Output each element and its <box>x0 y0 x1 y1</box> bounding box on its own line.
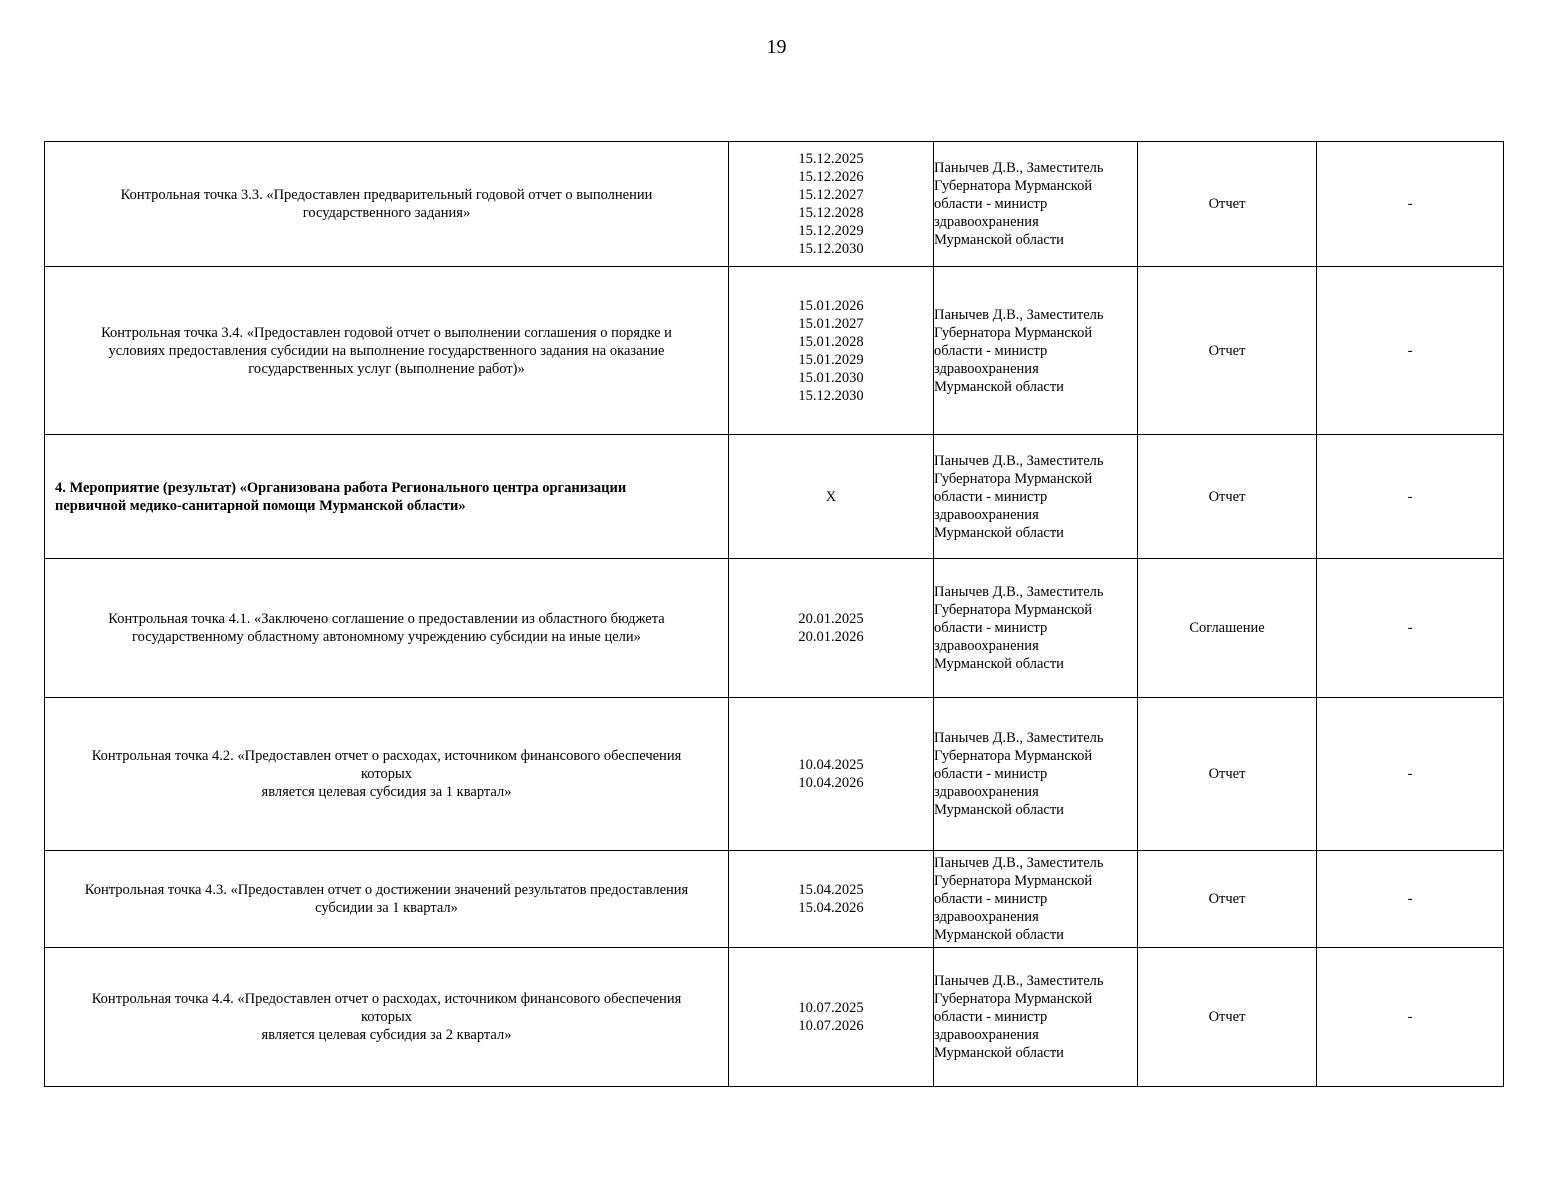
responsible-line: области - министр <box>934 891 1048 907</box>
deadline-date: 15.12.2030 <box>798 241 864 257</box>
name-line: субсидии за 1 квартал» <box>315 900 458 916</box>
responsible-line: Губернатора Мурманской <box>934 873 1093 889</box>
name-line: первичной медико-санитарной помощи Мурманской области» <box>55 497 466 514</box>
deadline-dates-cell <box>729 948 934 1087</box>
deadline-date: 15.04.2025 <box>798 882 864 898</box>
responsible-line: Губернатора Мурманской <box>934 602 1093 618</box>
responsible-line: Губернатора Мурманской <box>934 748 1093 764</box>
responsible-line: Губернатора Мурманской <box>934 470 1093 487</box>
deadline-date: 20.01.2026 <box>798 629 864 645</box>
responsible-line: здравоохранения <box>934 506 1039 523</box>
name-line: Контрольная точка 4.4. «Предоставлен отчет о расходах, источником финансового обеспечения <box>91 991 682 1007</box>
responsible-line: здравоохранения <box>934 909 1039 925</box>
note-cell: - <box>1317 267 1504 435</box>
responsible-line: Мурманской области <box>934 927 1064 943</box>
name-line: 4. Мероприятие (результат) «Организована работа Регионального центра организации <box>55 479 627 496</box>
note-cell: - <box>1317 435 1504 559</box>
responsible-line: Губернатора Мурманской <box>934 324 1093 341</box>
responsible-line: области - министр <box>934 488 1048 505</box>
table-row <box>45 559 1504 698</box>
responsible-line: здравоохранения <box>934 360 1039 377</box>
name-line: Контрольная точка 3.3. «Предоставлен предварительный годовой отчет о выполнении <box>120 187 653 203</box>
name-line: государственных услуг (выполнение работ)» <box>248 360 525 377</box>
table-row <box>45 948 1504 1087</box>
responsible-person-cell <box>934 267 1138 435</box>
responsible-person-cell <box>934 435 1138 559</box>
confirming-document-cell: Отчет <box>1138 851 1317 948</box>
table-row <box>45 435 1504 559</box>
responsible-line: Губернатора Мурманской <box>934 178 1093 194</box>
deadline-date: 15.12.2026 <box>798 169 864 185</box>
deadline-date: 15.12.2028 <box>798 205 864 221</box>
note-cell: - <box>1317 851 1504 948</box>
name-line: является целевая субсидия за 2 квартал» <box>261 1027 512 1043</box>
responsible-line: Мурманской области <box>934 378 1064 395</box>
confirming-document-cell: Отчет <box>1138 435 1317 559</box>
event-name-cell <box>45 435 729 559</box>
responsible-person-cell <box>934 948 1138 1087</box>
deadline-date: 10.07.2026 <box>798 1018 864 1034</box>
name-line: государственному областному автономному учреждению субсидии на иные цели» <box>132 629 641 645</box>
note-cell: - <box>1317 559 1504 698</box>
responsible-line: Мурманской области <box>934 232 1064 248</box>
deadline-date: 15.12.2025 <box>798 151 864 167</box>
control-points-table <box>44 141 1504 1087</box>
responsible-line: здравоохранения <box>934 1027 1039 1043</box>
deadline-date: 15.01.2029 <box>798 351 864 368</box>
note-cell: - <box>1317 948 1504 1087</box>
name-line: которых <box>360 766 412 782</box>
control-point-name-cell <box>45 267 729 435</box>
note-cell: - <box>1317 698 1504 851</box>
table-row <box>45 851 1504 948</box>
control-point-name-cell <box>45 142 729 267</box>
responsible-person-cell <box>934 851 1138 948</box>
table-row <box>45 698 1504 851</box>
deadline-dates-cell <box>729 435 934 559</box>
responsible-line: здравоохранения <box>934 638 1039 654</box>
deadline-dates-cell <box>729 559 934 698</box>
deadline-date: 10.04.2025 <box>798 757 864 773</box>
responsible-line: Губернатора Мурманской <box>934 991 1093 1007</box>
deadline-date: 15.01.2028 <box>798 333 864 350</box>
deadline-dates-cell <box>729 851 934 948</box>
responsible-line: Панычев Д.В., Заместитель <box>934 584 1104 600</box>
responsible-line: Панычев Д.В., Заместитель <box>934 306 1104 323</box>
responsible-line: области - министр <box>934 766 1048 782</box>
confirming-document-cell: Соглашение <box>1138 559 1317 698</box>
name-line: Контрольная точка 4.1. «Заключено соглашение о предоставлении из областного бюджета <box>108 611 665 627</box>
responsible-line: Мурманской области <box>934 524 1064 541</box>
deadline-date: 15.01.2026 <box>798 297 864 314</box>
confirming-document-cell: Отчет <box>1138 698 1317 851</box>
name-line: Контрольная точка 4.3. «Предоставлен отчет о достижении значений результатов предоставления <box>84 882 689 898</box>
responsible-line: Панычев Д.В., Заместитель <box>934 973 1104 989</box>
confirming-document-cell: Отчет <box>1138 142 1317 267</box>
deadline-date: 15.01.2027 <box>798 315 864 332</box>
deadline-date: 10.04.2026 <box>798 775 864 791</box>
deadline-date: 20.01.2025 <box>798 611 864 627</box>
deadline-date: 15.01.2030 <box>798 369 864 386</box>
deadline-date: X <box>825 488 837 505</box>
responsible-person-cell <box>934 698 1138 851</box>
responsible-line: Мурманской области <box>934 656 1064 672</box>
responsible-person-cell <box>934 559 1138 698</box>
responsible-line: Панычев Д.В., Заместитель <box>934 730 1104 746</box>
deadline-date: 15.12.2029 <box>798 223 864 239</box>
deadline-date: 15.12.2030 <box>798 387 864 404</box>
responsible-line: области - министр <box>934 342 1048 359</box>
control-point-name-cell <box>45 851 729 948</box>
responsible-line: Панычев Д.В., Заместитель <box>934 855 1104 871</box>
name-line: является целевая субсидия за 1 квартал» <box>261 784 512 800</box>
name-line: Контрольная точка 4.2. «Предоставлен отчет о расходах, источником финансового обеспечения <box>91 748 682 764</box>
responsible-line: Мурманской области <box>934 802 1064 818</box>
responsible-person-cell <box>934 142 1138 267</box>
name-line: Контрольная точка 3.4. «Предоставлен годовой отчет о выполнении соглашения о порядке и <box>101 324 672 341</box>
responsible-line: Панычев Д.В., Заместитель <box>934 160 1104 176</box>
control-point-name-cell <box>45 948 729 1087</box>
deadline-date: 15.04.2026 <box>798 900 864 916</box>
name-line: которых <box>360 1009 412 1025</box>
deadline-dates-cell <box>729 698 934 851</box>
name-line: условиях предоставления субсидии на выполнение государственного задания на оказание <box>108 342 665 359</box>
responsible-line: здравоохранения <box>934 214 1039 230</box>
responsible-line: области - министр <box>934 620 1048 636</box>
page-number: 19 <box>766 36 787 58</box>
table-body <box>45 142 1504 1087</box>
deadline-dates-cell <box>729 267 934 435</box>
note-cell: - <box>1317 142 1504 267</box>
responsible-line: Панычев Д.В., Заместитель <box>934 452 1104 469</box>
table-row <box>45 267 1504 435</box>
confirming-document-cell: Отчет <box>1138 267 1317 435</box>
responsible-line: области - министр <box>934 196 1048 212</box>
responsible-line: области - министр <box>934 1009 1048 1025</box>
name-line: государственного задания» <box>302 205 471 221</box>
responsible-line: Мурманской области <box>934 1045 1064 1061</box>
control-point-name-cell <box>45 698 729 851</box>
deadline-date: 15.12.2027 <box>798 187 864 203</box>
table-row <box>45 142 1504 267</box>
responsible-line: здравоохранения <box>934 784 1039 800</box>
control-point-name-cell <box>45 559 729 698</box>
deadline-dates-cell <box>729 142 934 267</box>
confirming-document-cell: Отчет <box>1138 948 1317 1087</box>
deadline-date: 10.07.2025 <box>798 1000 864 1016</box>
